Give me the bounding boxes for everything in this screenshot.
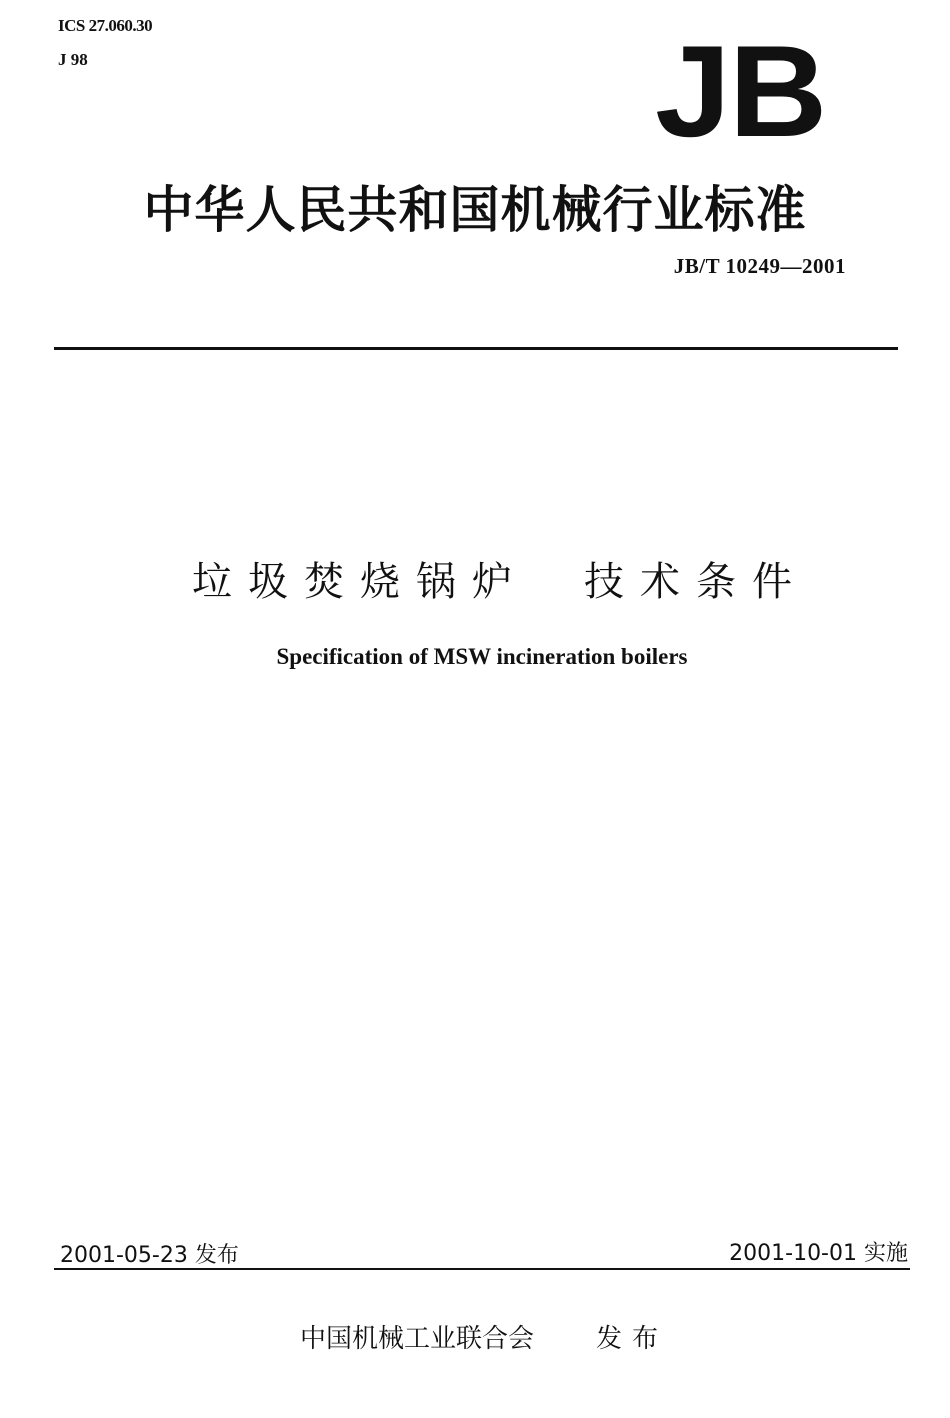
publisher-name: 中国机械工业联合会 bbox=[300, 1324, 535, 1354]
issue-date: 2001-05-23 发布 bbox=[60, 1243, 239, 1268]
top-divider bbox=[54, 347, 898, 350]
issuer-title: 中华人民共和国机械行业标准 bbox=[143, 181, 807, 239]
ics-code: ICS 27.060.30 bbox=[58, 16, 153, 35]
bottom-divider bbox=[54, 1268, 910, 1270]
document-title-chinese: 垃圾焚烧锅炉 技术条件 bbox=[192, 559, 808, 605]
implementation-date: 2001-10-01 实施 bbox=[729, 1241, 908, 1266]
standard-number: JB/T 10249—2001 bbox=[673, 254, 846, 278]
classification-code: J 98 bbox=[58, 50, 88, 69]
document-title-english: Specification of MSW incineration boilers bbox=[276, 644, 688, 669]
publish-label: 发布 bbox=[596, 1324, 669, 1354]
jb-logo: JB bbox=[655, 18, 826, 164]
